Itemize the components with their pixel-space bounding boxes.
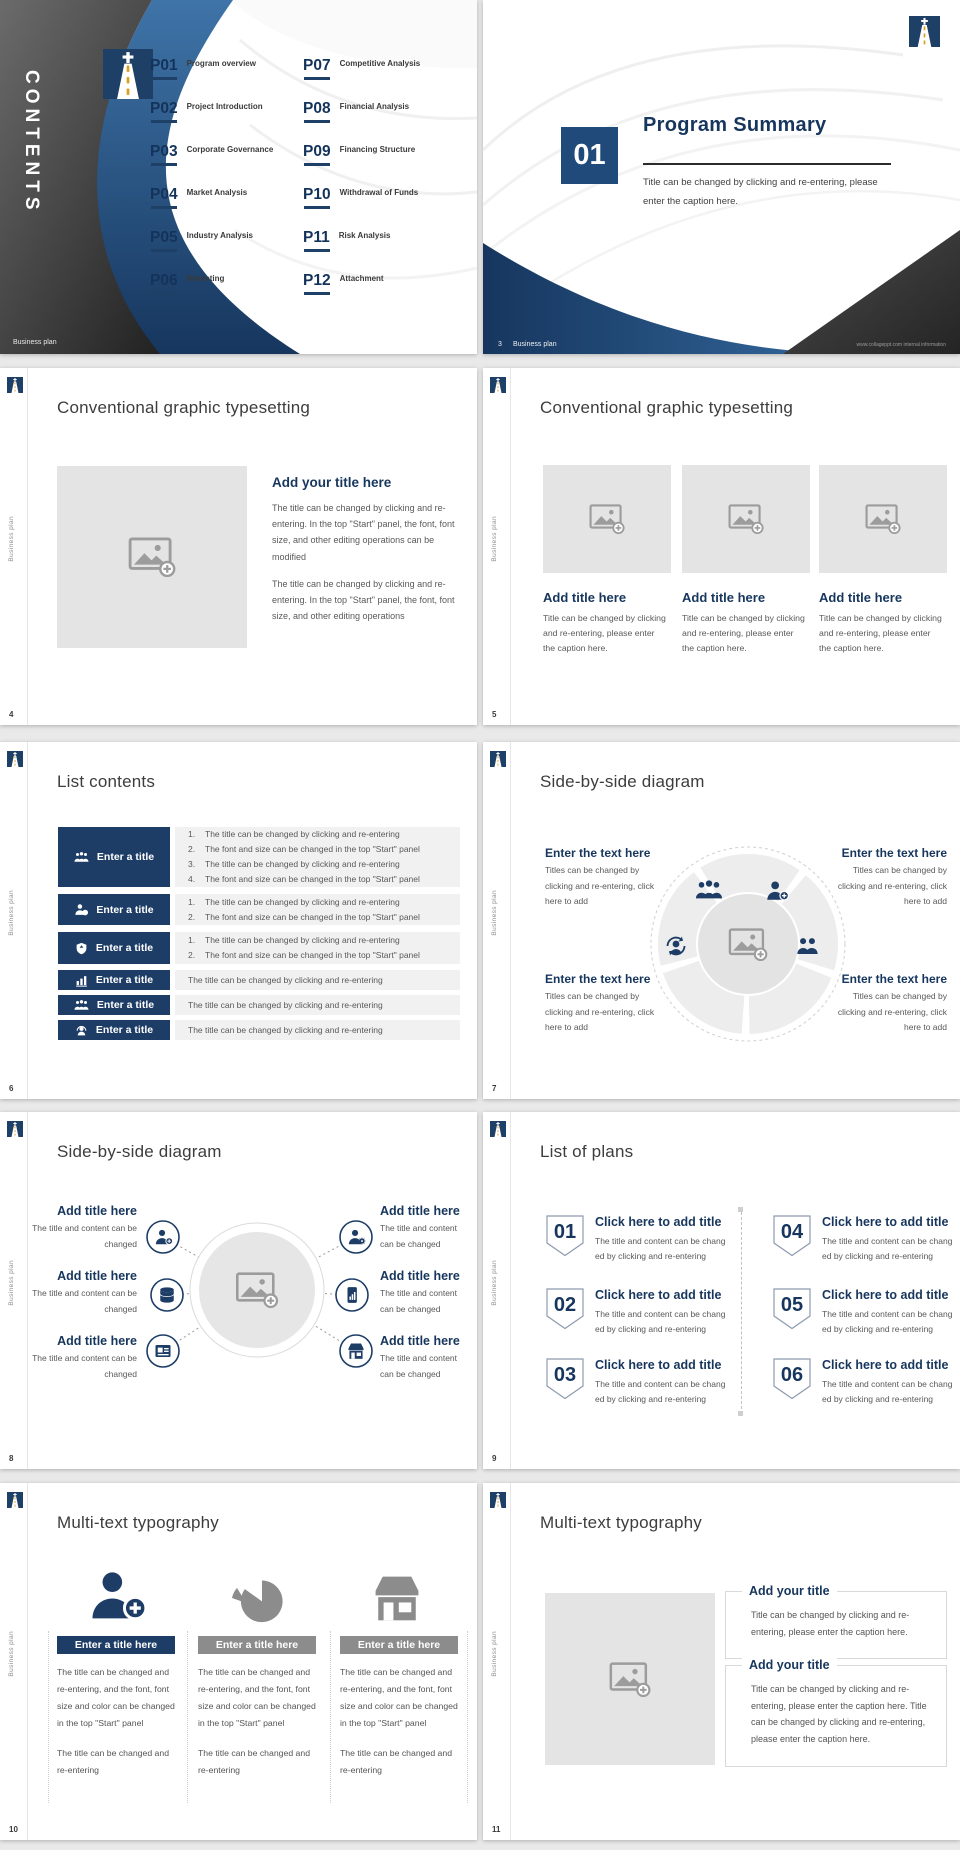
list-text: The title can be changed by clicking and re-entering: [188, 1024, 383, 1035]
footer-brand: Business plan: [513, 341, 557, 348]
node-body: The title and content can be changed: [380, 1353, 458, 1379]
road-cross-logo: [7, 377, 23, 393]
toc-label: Financial Analysis: [339, 102, 410, 111]
footer-page-number: 3: [498, 341, 502, 348]
list-panel: [175, 827, 460, 887]
image-placeholder-icon: [728, 504, 764, 534]
page-number: 6: [9, 1084, 14, 1093]
body-paragraph: The title can be changed and re-entering: [57, 1747, 170, 1775]
chapter-title: Program Summary: [643, 114, 827, 136]
image-placeholder: [57, 466, 247, 648]
page-number: 4: [9, 710, 14, 719]
caption-box: [725, 1584, 947, 1659]
road-cross-logo: [103, 49, 153, 99]
list-text: The font and size can be changed in the top "Start" panel: [205, 911, 420, 922]
chapter-caption: Title can be changed by clicking and re-entering, please enter the caption here.: [643, 177, 878, 207]
road-cross-logo: [490, 377, 506, 393]
enter-title-button: [58, 932, 170, 964]
column-title: Add title here: [543, 590, 627, 605]
node-body: The title and content can be changed: [380, 1288, 458, 1314]
plan-item: [546, 1358, 734, 1420]
body-paragraph: The title can be changed and re-entering, and the font, font size and color can be changed in the top "Start" panel: [57, 1667, 175, 1728]
image-placeholder-icon: [609, 1662, 651, 1697]
road-cross-logo: [909, 16, 940, 47]
toc-label: Market Analysis: [186, 188, 248, 197]
caption-box-body: Title can be changed by clicking and re-entering, please enter the caption here. Title can be changed by clicking and re-entering, please enter the caption here.: [751, 1684, 927, 1744]
node-body: The title and content can be changed: [32, 1353, 137, 1379]
sidebar-divider: [510, 1483, 511, 1840]
toc-label: Risk Analysis: [338, 231, 391, 240]
list-line: [188, 842, 460, 857]
sidebar-divider: [27, 1483, 28, 1840]
block-body: Titles can be changed by clicking and re-entering, click here to add: [837, 865, 947, 907]
plan-number: 06: [780, 1364, 804, 1386]
sidebar-divider: [510, 1112, 511, 1469]
toc-item: [150, 100, 273, 143]
slide-title: Conventional graphic typesetting: [57, 398, 311, 417]
footer-url: www.collageppt.com internal information: [856, 342, 946, 348]
button-label: Enter a title: [96, 903, 154, 916]
slide-radial-diagram[interactable]: [0, 1112, 477, 1469]
caption-box-title: Add your title: [742, 1658, 837, 1672]
list-text: The title can be changed by clicking and re-entering: [188, 999, 383, 1010]
plan-title: Click here to add title: [595, 1358, 722, 1372]
separator-end-dot: [738, 1207, 743, 1212]
sidebar-brand: Business plan: [491, 890, 498, 936]
sidebar-brand: Business plan: [8, 1631, 15, 1677]
toc-label: Program overview: [186, 59, 256, 68]
plan-body: The title and content can be chang ed by clicking and re-entering: [595, 1236, 726, 1261]
plan-title: Click here to add title: [595, 1288, 722, 1302]
button-label: Enter a title: [95, 974, 154, 986]
sidebar-brand: Business plan: [8, 890, 15, 936]
button-label: Enter a title: [95, 1024, 154, 1036]
separator-end-dot: [738, 1411, 743, 1416]
body-paragraph: The title can be changed and re-entering, and the font, font size and color can be changed in the top "Start" panel: [340, 1667, 458, 1728]
consultant-icon: [86, 1567, 148, 1623]
plan-body: The title and content can be chang ed by clicking and re-entering: [595, 1309, 726, 1334]
toc-item: [150, 229, 273, 272]
toc-item: [303, 143, 420, 186]
list-marker: 2.: [188, 950, 196, 960]
slide-ring-diagram[interactable]: [483, 742, 960, 1099]
plan-item: [773, 1358, 960, 1420]
toc-number: P04: [150, 186, 178, 203]
toc-item: [303, 57, 420, 100]
toc-column-2: [303, 57, 420, 315]
toc-number: P10: [303, 186, 331, 203]
image-placeholder-icon: [865, 504, 901, 534]
plan-title: Click here to add title: [822, 1358, 949, 1372]
plan-body: The title and content can be chang ed by clicking and re-entering: [822, 1236, 953, 1261]
contents-vertical-title: CONTENTS: [21, 70, 42, 215]
sidebar-brand: Business plan: [491, 516, 498, 562]
footer-brand: Business plan: [13, 339, 57, 346]
enter-title-button: [58, 894, 170, 925]
column-body: [198, 1664, 316, 1779]
button-label: Enter a title: [96, 999, 155, 1011]
slide-title: Side-by-side diagram: [540, 772, 705, 791]
plan-title: Click here to add title: [595, 1215, 722, 1229]
toc-label: Project Introduction: [186, 102, 263, 111]
toc-item: [150, 272, 273, 315]
sidebar-divider: [510, 368, 511, 725]
slide-title: Side-by-side diagram: [57, 1142, 222, 1161]
chapter-number-box: 01: [561, 127, 618, 184]
node-title: Add title here: [57, 1334, 137, 1348]
ring-diagram: [643, 842, 853, 1042]
list-marker: 2.: [188, 911, 196, 922]
mobile-chart-icon: [348, 1287, 357, 1303]
plan-body: The title and content can be chang ed by clicking and re-entering: [822, 1379, 953, 1404]
plan-item: [546, 1288, 734, 1350]
support-icon: [75, 1024, 88, 1037]
block-title: Enter the text here: [841, 846, 947, 860]
toc-label: Marketing: [186, 274, 225, 283]
slide-typesetting-1[interactable]: [0, 368, 477, 725]
toc-column-1: [150, 57, 273, 315]
column-separator: [467, 1631, 468, 1803]
list-text: The title can be changed by clicking and re-entering: [205, 896, 400, 907]
caption-box-title: Add your title: [742, 1584, 837, 1598]
node-title: Add title here: [57, 1269, 137, 1283]
list-line: [188, 872, 460, 887]
enter-title-button: [58, 995, 170, 1015]
list-line: [188, 895, 460, 910]
column-separator: [187, 1631, 188, 1803]
list-panel: [175, 995, 460, 1015]
column-caption: Title can be changed by clicking and re-entering, please enter the caption here.: [543, 613, 666, 654]
sidebar-divider: [510, 742, 511, 1099]
toc-number: P09: [303, 143, 331, 160]
plan-body: The title and content can be chang ed by clicking and re-entering: [822, 1309, 953, 1334]
slide-list-of-plans[interactable]: [483, 1112, 960, 1469]
toc-label: Withdrawal of Funds: [339, 188, 419, 197]
column-header: Enter a title here: [340, 1636, 458, 1654]
block-body: Titles can be changed by clicking and re-entering, click here to add: [837, 991, 947, 1033]
list-panel: [175, 970, 460, 990]
text-block: [545, 846, 659, 910]
list-marker: 1.: [188, 829, 196, 839]
enter-title-button: [58, 970, 170, 990]
node-title: Add title here: [380, 1204, 460, 1218]
column-header: Enter a title here: [198, 1636, 316, 1654]
list-text: The title can be changed by clicking and re-entering: [188, 974, 383, 985]
image-placeholder: [545, 1593, 715, 1765]
database-icon: [160, 1287, 174, 1302]
page-number: 9: [492, 1454, 497, 1463]
plan-number: 03: [553, 1364, 577, 1386]
image-placeholder-icon: [128, 537, 176, 577]
image-placeholder: [682, 465, 810, 573]
block-title: Enter the text here: [545, 972, 651, 986]
button-label: Enter a title: [96, 851, 155, 863]
content-heading: Add your title here: [272, 475, 392, 490]
slide-title: List of plans: [540, 1142, 634, 1161]
node-text: [380, 1204, 470, 1252]
node-body: The title and content can be changed: [32, 1223, 137, 1249]
node-title: Add title here: [380, 1334, 460, 1348]
column-separator: [48, 1631, 49, 1803]
store-icon: [349, 1344, 364, 1359]
page-number: 7: [492, 1084, 497, 1093]
node-text: [380, 1269, 470, 1317]
user-add-icon: [74, 903, 88, 916]
body-paragraph: The title can be changed by clicking and re-entering. In the top "Start" panel, the font, font size, and other editing operations: [272, 579, 455, 622]
slide-multitext-1[interactable]: [0, 1483, 477, 1840]
road-cross-logo: [7, 1492, 23, 1508]
plan-item: [773, 1288, 960, 1350]
list-text: The title can be changed by clicking and re-entering: [205, 829, 400, 839]
sidebar-divider: [27, 368, 28, 725]
sidebar-brand: Business plan: [491, 1631, 498, 1677]
road-cross-logo: [7, 1121, 23, 1137]
plan-number: 04: [780, 1221, 804, 1243]
toc-item: [303, 272, 420, 315]
toc-number: P06: [150, 272, 178, 289]
toc-item: [303, 229, 420, 272]
slide-title: Multi-text typography: [540, 1513, 702, 1532]
list-row: [58, 1020, 460, 1040]
node-title: Add title here: [380, 1269, 460, 1283]
body-paragraph: The title can be changed by clicking and re-entering. In the top "Start" panel, the font, font size, and other editing operations can be modified: [272, 503, 455, 562]
column-header: Enter a title here: [57, 1636, 175, 1654]
node-body: The title and content can be changed: [32, 1288, 137, 1314]
text-block: [833, 846, 947, 910]
enter-title-button: [58, 1020, 170, 1040]
slide-list-contents[interactable]: [0, 742, 477, 1099]
radial-diagram: [125, 1197, 385, 1402]
enter-title-button: [58, 827, 170, 887]
slide-multitext-2[interactable]: [483, 1483, 960, 1840]
road-cross-logo: [490, 1492, 506, 1508]
list-panel: [175, 894, 460, 925]
block-title: Enter the text here: [545, 846, 651, 860]
node-text: [30, 1204, 137, 1252]
image-placeholder: [543, 465, 671, 573]
list-row: [58, 894, 460, 925]
column-caption: Title can be changed by clicking and re-entering, please enter the caption here.: [819, 613, 942, 654]
title-underline: [643, 163, 891, 165]
bar-chart-icon: [75, 974, 88, 987]
toc-label: Corporate Governance: [186, 145, 274, 154]
body-paragraph: The title can be changed and re-entering: [340, 1747, 453, 1775]
list-line: [188, 910, 460, 925]
sidebar-divider: [27, 742, 28, 1099]
body-paragraph: The title can be changed and re-entering: [198, 1747, 311, 1775]
node-text: [30, 1269, 137, 1317]
list-row: [58, 827, 460, 887]
list-marker: 2.: [188, 844, 196, 854]
list-line: [188, 948, 460, 963]
text-block: [545, 972, 659, 1036]
page-number: 5: [492, 710, 497, 719]
node-title: Add title here: [57, 1204, 137, 1218]
list-text: The font and size can be changed in the top "Start" panel: [205, 844, 420, 854]
toc-item: [150, 57, 273, 100]
plan-title: Click here to add title: [822, 1288, 949, 1302]
list-line: [188, 933, 460, 948]
id-card-icon: [156, 1345, 171, 1357]
column-separator: [330, 1631, 331, 1803]
column-body: [340, 1664, 458, 1779]
plan-item: [546, 1215, 734, 1277]
body-paragraph: The title can be changed and re-entering, and the font, font size and color can be changed in the top "Start" panel: [198, 1667, 316, 1728]
plan-number: 01: [553, 1221, 577, 1243]
list-row: [58, 995, 460, 1015]
sidebar-brand: Business plan: [8, 1260, 15, 1306]
slide-title: Multi-text typography: [57, 1513, 219, 1532]
list-row: [58, 970, 460, 990]
plan-item: [773, 1215, 960, 1277]
shield-icon: [75, 942, 88, 955]
toc-item: [150, 186, 273, 229]
toc-label: Competitive Analysis: [339, 59, 421, 68]
road-cross-logo: [7, 751, 23, 767]
slide-program-summary[interactable]: [483, 0, 960, 354]
column-body: [57, 1664, 175, 1779]
slide-contents[interactable]: [0, 0, 477, 354]
toc-label: Financing Structure: [339, 145, 416, 154]
column-caption: Title can be changed by clicking and re-entering, please enter the caption here.: [682, 613, 805, 654]
image-placeholder: [819, 465, 947, 573]
list-line: [188, 857, 460, 872]
list-text: The font and size can be changed in the top "Start" panel: [205, 874, 420, 884]
slide-title: Conventional graphic typesetting: [540, 398, 794, 417]
slide-typesetting-2[interactable]: [483, 368, 960, 725]
toc-label: Attachment: [339, 274, 384, 283]
list-text: The font and size can be changed in the top "Start" panel: [205, 950, 420, 960]
toc-number: P03: [150, 143, 178, 160]
toc-number: P05: [150, 229, 178, 246]
sidebar-brand: Business plan: [491, 1260, 498, 1306]
column-title: Add title here: [819, 590, 903, 605]
toc-number: P12: [303, 272, 331, 289]
toc-number: P02: [150, 100, 178, 117]
plan-number: 05: [780, 1294, 804, 1316]
toc-number: P11: [303, 229, 330, 246]
button-label: Enter a title: [95, 942, 154, 954]
list-marker: 1.: [188, 896, 196, 907]
list-panel: [175, 932, 460, 964]
page-number: 8: [9, 1454, 14, 1463]
list-marker: 4.: [188, 874, 196, 884]
page-number: 11: [492, 1825, 501, 1834]
road-cross-logo: [490, 751, 506, 767]
list-row: [58, 932, 460, 964]
pie-chart-icon: [224, 1573, 290, 1623]
slide-title: List contents: [57, 772, 156, 791]
list-line: [188, 827, 460, 842]
block-body: Titles can be changed by clicking and re-entering, click here to add: [545, 991, 655, 1033]
toc-item: [303, 100, 420, 143]
sidebar-brand: Business plan: [8, 516, 15, 562]
group-icon: [74, 999, 89, 1011]
plan-body: The title and content can be chang ed by clicking and re-entering: [595, 1379, 726, 1404]
team-icon: [74, 851, 89, 863]
image-placeholder-icon: [589, 504, 625, 534]
toc-item: [303, 186, 420, 229]
sidebar-divider: [27, 1112, 28, 1469]
column-title: Add title here: [682, 590, 766, 605]
toc-label: Industry Analysis: [186, 231, 253, 240]
plan-title: Click here to add title: [822, 1215, 949, 1229]
toc-number: P01: [150, 57, 178, 74]
list-text: The title can be changed by clicking and re-entering: [205, 859, 400, 869]
list-marker: 3.: [188, 859, 196, 869]
toc-number: P07: [303, 57, 331, 74]
list-text: The title can be changed by clicking and re-entering: [205, 935, 400, 945]
block-title: Enter the text here: [841, 972, 947, 986]
road-cross-logo: [490, 1121, 506, 1137]
column-separator: [741, 1212, 742, 1409]
caption-box-body: Title can be changed by clicking and re-entering, please enter the caption here.: [751, 1610, 910, 1637]
node-text: [30, 1334, 137, 1382]
caption-box: [725, 1658, 947, 1767]
list-panel: [175, 1020, 460, 1040]
node-body: The title and content can be changed: [380, 1223, 458, 1249]
toc-number: P08: [303, 100, 331, 117]
text-block: [833, 972, 947, 1036]
list-marker: 1.: [188, 935, 196, 945]
block-body: Titles can be changed by clicking and re-entering, click here to add: [545, 865, 655, 907]
toc-item: [150, 143, 273, 186]
node-text: [380, 1334, 470, 1382]
page-number: 10: [9, 1825, 18, 1834]
plan-number: 02: [553, 1294, 577, 1316]
store-icon: [368, 1573, 426, 1623]
